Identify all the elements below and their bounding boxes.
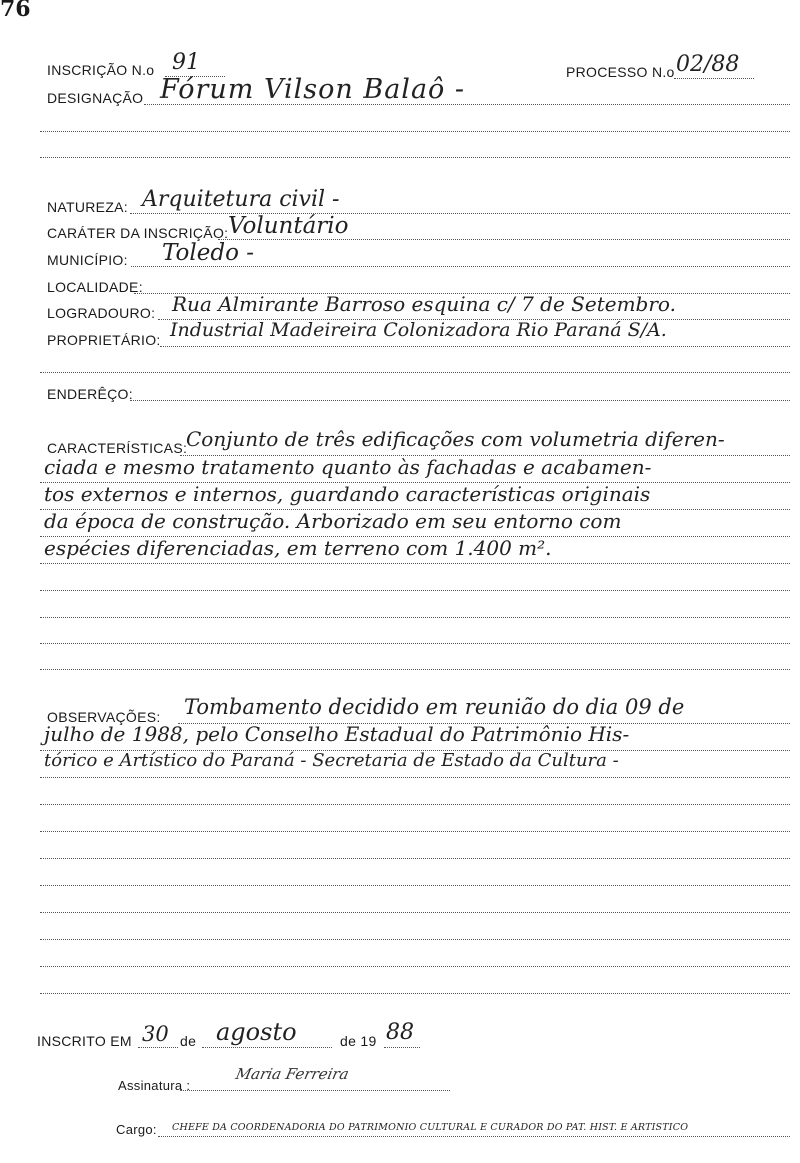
processo-line [674,78,754,79]
caracteristicas-line-3: tos externos e internos, guardando características originais [44,482,651,506]
year-line [384,1047,420,1048]
proprietario-line [160,346,790,347]
cargo-value: CHEFE DA COORDENADORIA DO PATRIMONIO CULTURAL E CURADOR DO PAT. HIST. E ARTISTICO [172,1122,689,1133]
inscrito-month: agosto [216,1018,297,1046]
municipio-value: Toledo - [162,240,255,266]
assinatura-line [180,1090,450,1091]
ruled-line [40,858,790,859]
caracteristicas-line-1: Conjunto de três edificações com volumetria diferen- [186,427,725,451]
logradouro-label: LOGRADOURO: [47,305,156,321]
caracteristicas-label: CARACTERÍSTICAS: [47,440,188,456]
localidade-label: LOCALIDADE: [47,279,143,295]
blank-line [40,131,790,132]
proprietario-value: Industrial Madeireira Colonizadora Rio Paraná S/A. [170,319,667,341]
ruled-line [40,993,790,994]
ruled-line [40,912,790,913]
natureza-value: Arquitetura civil - [142,187,340,212]
processo-label: PROCESSO N.o [566,64,675,80]
caracteristicas-line-4: da época de construção. Arborizado em seu entorno com [44,509,622,533]
ruled-line [40,563,790,564]
endereco-label: ENDERÊÇO: [47,386,133,402]
cargo-label: Cargo: [116,1122,157,1137]
caracteristicas-line-2: ciada e mesmo tratamento quanto às fachadas e acabamen- [44,455,652,479]
observacoes-line-3: tórico e Artístico do Paraná - Secretaria de Estado da Cultura - [44,750,619,771]
observacoes-line-2: julho de 1988, pelo Conselho Estadual do Patrimônio His- [44,722,630,746]
endereco-line [130,400,790,401]
carater-label: CARÁTER DA INSCRIÇÃO: [47,225,229,241]
carater-line [218,239,790,240]
inscricao-value: 91 [172,50,200,75]
ruled-line [40,831,790,832]
month-line [202,1047,332,1048]
municipio-line [131,266,790,267]
carater-value: Voluntário [228,213,349,239]
ruled-line [40,617,790,618]
proprietario-label: PROPRIETÁRIO: [47,332,161,348]
ruled-line [40,590,790,591]
designacao-label: DESIGNAÇÃO [47,90,144,106]
observacoes-line-1: Tombamento decidido em reunião do dia 09 de [184,695,685,719]
designacao-value: Fórum Vilson Balaô - [160,74,466,105]
inscrito-label: INSCRITO EM [37,1033,132,1049]
blank-line [40,157,790,158]
municipio-label: MUNICÍPIO: [47,252,128,268]
ruled-line [40,885,790,886]
natureza-label: NATUREZA: [47,199,128,215]
inscrito-day: 30 [142,1022,169,1046]
inscrito-year: 88 [386,1020,414,1045]
inscrito-de-2: de 19 [340,1033,377,1049]
ruled-line [40,669,790,670]
inscricao-label: INSCRIÇÃO N.o [47,62,155,78]
blank-line [40,372,790,373]
observacoes-label: OBSERVAÇÕES: [47,709,161,725]
ruled-line [40,643,790,644]
page-number: 76 [0,0,31,22]
ruled-line [40,777,790,778]
day-line [138,1047,178,1048]
inscrito-de-1: de [180,1033,197,1049]
caracteristicas-line-5: espécies diferenciadas, em terreno com 1.400 m². [44,536,552,560]
ruled-line [40,939,790,940]
processo-value: 02/88 [676,52,740,77]
cargo-line [158,1136,790,1137]
ruled-line [40,804,790,805]
signature: Maria Ferreira [234,1065,351,1083]
logradouro-value: Rua Almirante Barroso esquina c/ 7 de Setembro. [172,292,676,316]
ruled-line [40,966,790,967]
assinatura-label: Assinatura : [118,1078,191,1093]
